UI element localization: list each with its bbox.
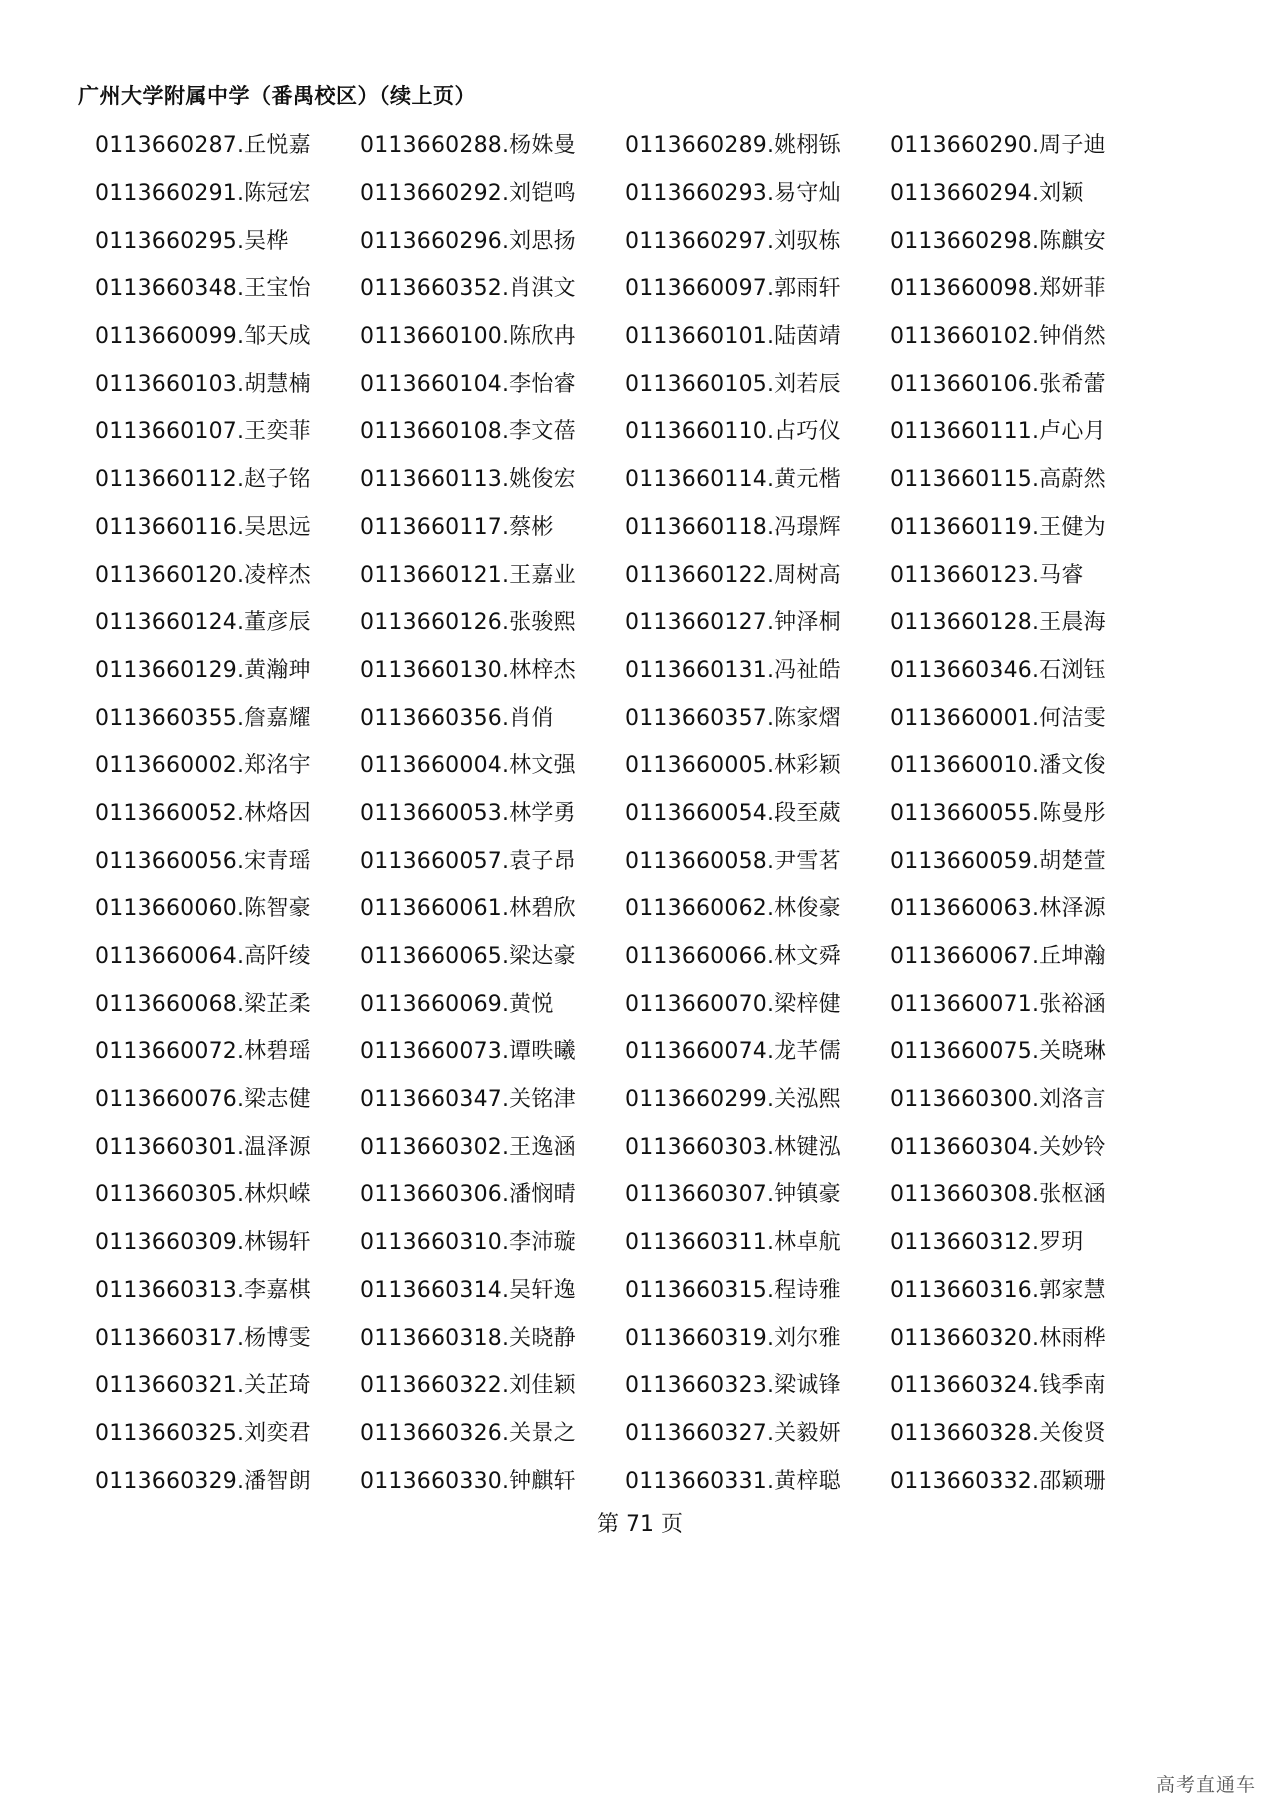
student-entry: 0113660308.张枢涵 — [890, 1182, 1106, 1208]
list-row — [95, 931, 1155, 979]
list-row — [95, 978, 1155, 1026]
student-entry: 0113660099.邹天成 — [95, 324, 311, 350]
section-title: 广州大学附属中学（番禺校区）（续上页） — [78, 84, 476, 108]
student-entry: 0113660292.刘铠鸣 — [360, 181, 576, 207]
student-entry: 0113660123.马睿 — [890, 562, 1084, 588]
list-row — [95, 645, 1155, 693]
student-entry: 0113660328.关俊贤 — [890, 1420, 1106, 1446]
student-entry: 0113660301.温泽源 — [95, 1134, 311, 1160]
student-entry: 0113660357.陈家熠 — [625, 705, 841, 731]
student-entry: 0113660108.李文蓓 — [360, 419, 576, 445]
student-entry: 0113660064.高阡绫 — [95, 944, 311, 970]
student-entry: 0113660323.梁诚锋 — [625, 1373, 841, 1399]
student-entry: 0113660131.冯祉皓 — [625, 657, 841, 683]
student-entry: 0113660298.陈麒安 — [890, 228, 1106, 254]
list-row — [95, 692, 1155, 740]
student-entry: 0113660005.林彩颖 — [625, 753, 841, 779]
student-entry: 0113660332.邵颖珊 — [890, 1468, 1106, 1494]
student-entry: 0113660321.关芷琦 — [95, 1373, 311, 1399]
student-entry: 0113660062.林俊豪 — [625, 896, 841, 922]
student-entry: 0113660002.郑洺宇 — [95, 753, 311, 779]
list-row — [95, 549, 1155, 597]
student-entry: 0113660307.钟镇豪 — [625, 1182, 841, 1208]
list-row — [95, 168, 1155, 216]
student-entry: 0113660055.陈曼彤 — [890, 800, 1106, 826]
student-entry: 0113660293.易守灿 — [625, 181, 841, 207]
list-row — [95, 358, 1155, 406]
student-entry: 0113660294.刘颖 — [890, 181, 1084, 207]
list-row — [95, 597, 1155, 645]
student-entry: 0113660128.王晨海 — [890, 610, 1106, 636]
student-entry: 0113660121.王嘉业 — [360, 562, 576, 588]
list-row — [95, 1217, 1155, 1265]
student-entry: 0113660001.何洁雯 — [890, 705, 1106, 731]
student-entry: 0113660067.丘坤瀚 — [890, 944, 1106, 970]
student-entry: 0113660113.姚俊宏 — [360, 467, 576, 493]
student-entry: 0113660076.梁志健 — [95, 1087, 311, 1113]
student-entry: 0113660348.王宝怡 — [95, 276, 311, 302]
student-entry: 0113660310.李沛璇 — [360, 1230, 576, 1256]
student-entry: 0113660314.吴轩逸 — [360, 1277, 576, 1303]
student-entry: 0113660068.梁芷柔 — [95, 991, 311, 1017]
student-entry: 0113660313.李嘉棋 — [95, 1277, 311, 1303]
student-entry: 0113660346.石浏钰 — [890, 657, 1106, 683]
student-entry: 0113660325.刘奕君 — [95, 1420, 311, 1446]
student-entry: 0113660118.冯璟辉 — [625, 514, 841, 540]
student-entry: 0113660111.卢心月 — [890, 419, 1106, 445]
student-entry: 0113660063.林泽源 — [890, 896, 1106, 922]
student-entry: 0113660120.凌梓杰 — [95, 562, 311, 588]
student-entry: 0113660057.袁子昂 — [360, 848, 576, 874]
student-entry: 0113660318.关晓静 — [360, 1325, 576, 1351]
list-row — [95, 1360, 1155, 1408]
student-entry: 0113660004.林文强 — [360, 753, 576, 779]
list-row — [95, 406, 1155, 454]
student-entry: 0113660289.姚栩铄 — [625, 133, 841, 159]
list-row — [95, 883, 1155, 931]
student-entry: 0113660100.陈欣冉 — [360, 324, 576, 350]
student-entry: 0113660102.钟俏然 — [890, 324, 1106, 350]
student-entry: 0113660104.李怡睿 — [360, 371, 576, 397]
student-entry: 0113660303.林键泓 — [625, 1134, 841, 1160]
student-entry: 0113660103.胡慧楠 — [95, 371, 311, 397]
student-entry: 0113660347.关铭津 — [360, 1087, 576, 1113]
student-entry: 0113660075.关晓琳 — [890, 1039, 1106, 1065]
list-row — [95, 1169, 1155, 1217]
student-entry: 0113660295.吴桦 — [95, 228, 289, 254]
student-entry: 0113660127.钟泽桐 — [625, 610, 841, 636]
student-entry: 0113660126.张骏熙 — [360, 610, 576, 636]
student-entry: 0113660124.董彦辰 — [95, 610, 311, 636]
student-entry: 0113660069.黄悦 — [360, 991, 554, 1017]
student-entry: 0113660116.吴思远 — [95, 514, 311, 540]
student-entry: 0113660060.陈智豪 — [95, 896, 311, 922]
list-row — [95, 1455, 1155, 1503]
student-entry: 0113660306.潘悯晴 — [360, 1182, 576, 1208]
student-entry: 0113660110.占巧仪 — [625, 419, 841, 445]
student-entry: 0113660073.谭昳曦 — [360, 1039, 576, 1065]
student-entry: 0113660291.陈冠宏 — [95, 181, 311, 207]
page-number: 第 71 页 — [597, 1512, 683, 1537]
student-entry: 0113660304.关妙铃 — [890, 1134, 1106, 1160]
student-entry: 0113660305.林炽嵘 — [95, 1182, 311, 1208]
list-row — [95, 454, 1155, 502]
student-entry: 0113660065.梁达豪 — [360, 944, 576, 970]
list-row — [95, 1026, 1155, 1074]
student-entry: 0113660287.丘悦嘉 — [95, 133, 311, 159]
student-entry: 0113660072.林碧瑶 — [95, 1039, 311, 1065]
student-entry: 0113660074.龙芊儒 — [625, 1039, 841, 1065]
student-entry: 0113660054.段至葳 — [625, 800, 841, 826]
list-row — [95, 740, 1155, 788]
student-entry: 0113660061.林碧欣 — [360, 896, 576, 922]
student-entry: 0113660112.赵子铭 — [95, 467, 311, 493]
student-entry: 0113660322.刘佳颖 — [360, 1373, 576, 1399]
student-entry: 0113660056.宋青瑶 — [95, 848, 311, 874]
student-entry: 0113660320.林雨桦 — [890, 1325, 1106, 1351]
list-row — [95, 1408, 1155, 1456]
student-entry: 0113660316.郭家慧 — [890, 1277, 1106, 1303]
student-entry: 0113660356.肖俏 — [360, 705, 554, 731]
student-entry: 0113660330.钟麒轩 — [360, 1468, 576, 1494]
student-entry: 0113660122.周树高 — [625, 562, 841, 588]
student-entry: 0113660070.梁梓健 — [625, 991, 841, 1017]
list-row — [95, 311, 1155, 359]
student-entry: 0113660098.郑妍菲 — [890, 276, 1106, 302]
student-entry: 0113660129.黄瀚珅 — [95, 657, 311, 683]
student-entry: 0113660312.罗玥 — [890, 1230, 1084, 1256]
student-entry: 0113660327.关毅妍 — [625, 1420, 841, 1446]
list-row — [95, 1265, 1155, 1313]
list-row — [95, 1121, 1155, 1169]
watermark: 高考直通车 — [1155, 1774, 1256, 1796]
student-entry: 0113660352.肖淇文 — [360, 276, 576, 302]
student-entry: 0113660114.黄元楷 — [625, 467, 841, 493]
student-entry: 0113660010.潘文俊 — [890, 753, 1106, 779]
student-entry: 0113660101.陆茵靖 — [625, 324, 841, 350]
student-entry: 0113660296.刘思扬 — [360, 228, 576, 254]
list-row — [95, 788, 1155, 836]
student-entry: 0113660107.王奕菲 — [95, 419, 311, 445]
student-entry: 0113660319.刘尔雅 — [625, 1325, 841, 1351]
student-entry: 0113660324.钱季南 — [890, 1373, 1106, 1399]
student-entry: 0113660309.林锡轩 — [95, 1230, 311, 1256]
student-entry: 0113660115.高蔚然 — [890, 467, 1106, 493]
list-row — [95, 1074, 1155, 1122]
list-row — [95, 215, 1155, 263]
student-entry: 0113660130.林梓杰 — [360, 657, 576, 683]
student-entry: 0113660331.黄梓聪 — [625, 1468, 841, 1494]
student-entry: 0113660052.林烙因 — [95, 800, 311, 826]
list-row — [95, 1312, 1155, 1360]
list-row — [95, 835, 1155, 883]
student-entry: 0113660071.张裕涵 — [890, 991, 1106, 1017]
student-entry: 0113660288.杨姝曼 — [360, 133, 576, 159]
student-entry: 0113660311.林卓航 — [625, 1230, 841, 1256]
student-entry: 0113660315.程诗雅 — [625, 1277, 841, 1303]
student-entry: 0113660097.郭雨轩 — [625, 276, 841, 302]
student-entry: 0113660290.周子迪 — [890, 133, 1106, 159]
student-entry: 0113660058.尹雪茗 — [625, 848, 841, 874]
student-entry: 0113660117.蔡彬 — [360, 514, 554, 540]
student-entry: 0113660059.胡楚萱 — [890, 848, 1106, 874]
student-entry: 0113660119.王健为 — [890, 514, 1106, 540]
student-entry: 0113660299.关泓熙 — [625, 1087, 841, 1113]
student-entry: 0113660317.杨博雯 — [95, 1325, 311, 1351]
student-entry: 0113660106.张希蕾 — [890, 371, 1106, 397]
student-entry: 0113660105.刘若辰 — [625, 371, 841, 397]
student-entry: 0113660355.詹嘉耀 — [95, 705, 311, 731]
student-entry: 0113660326.关景之 — [360, 1420, 576, 1446]
student-entry: 0113660300.刘洛言 — [890, 1087, 1106, 1113]
list-row — [95, 120, 1155, 168]
student-entry: 0113660302.王逸涵 — [360, 1134, 576, 1160]
list-row — [95, 502, 1155, 550]
list-row — [95, 263, 1155, 311]
student-entry: 0113660329.潘智朗 — [95, 1468, 311, 1494]
student-list — [95, 120, 1155, 1503]
student-entry: 0113660297.刘驭栋 — [625, 228, 841, 254]
student-entry: 0113660053.林学勇 — [360, 800, 576, 826]
student-entry: 0113660066.林文舜 — [625, 944, 841, 970]
